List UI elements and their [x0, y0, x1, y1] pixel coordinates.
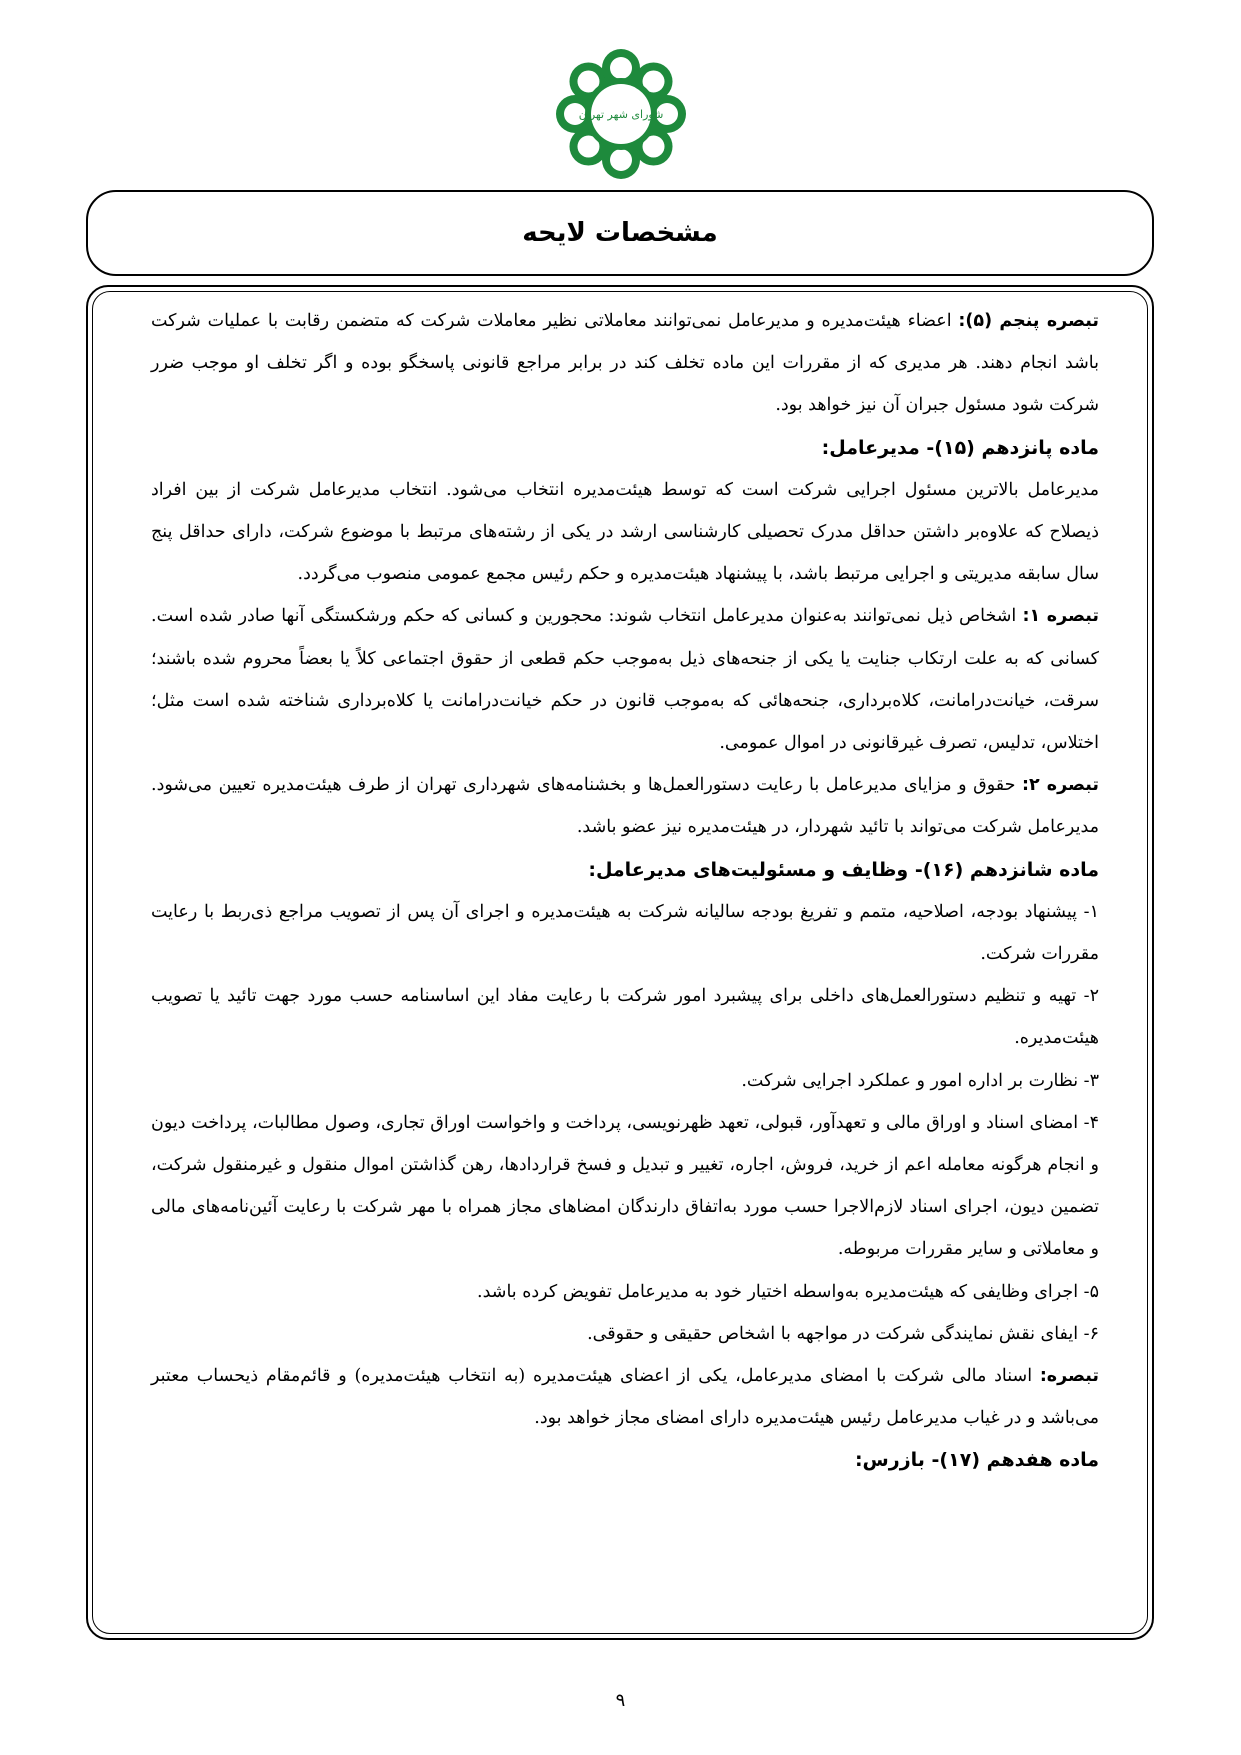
title-box: [86, 190, 1154, 276]
logo-lobe-inner: [610, 149, 632, 171]
note-paragraph: [151, 300, 1099, 427]
paragraph-text: ۱- پیشنهاد بودجه، اصلاحیه، متمم و تفریغ بودجه سالیانه شرکت به هیئت‌مدیره و اجرای آن پس از تصویب مراجع ذی‌ربط با رعایت مقررات شرکت.: [151, 901, 1099, 965]
content-frame: [86, 285, 1154, 1640]
paragraph-text: ۳- نظارت بر اداره امور و عملکرد اجرایی شرکت.: [741, 1070, 1099, 1091]
document-title: مشخصات لایحه: [522, 218, 718, 248]
note-paragraph: [151, 595, 1099, 764]
body-paragraph: [151, 1313, 1099, 1355]
paragraph-text: ۴- امضای اسناد و اوراق مالی و تعهدآور، قبولی، تعهد ظهرنویسی، پرداخت و واخواست اوراق تجاری، وصول مطالبات، پرداخت دیون و انجام هرگونه معامله اعم از خرید، فروش، اجاره، تغییر و تبدیل و فسخ قراردادها، رهن گذاشتن اموال منقول و غیرمنقول شرکت، تضمین دیون، اجرای اسناد لازم‌الاجرا حسب مورد به‌اتفاق دارندگان امضاهای مجاز همراه با مهر شرکت با رعایت آئین‌نامه‌های مالی و معاملاتی و سایر مقررات مربوطه.: [151, 1112, 1099, 1260]
page-number: ۹: [615, 1690, 626, 1711]
note-label: تبصره ۱:: [1022, 606, 1099, 627]
article-heading: ماده پانزدهم (۱۵)- مدیرعامل:: [821, 436, 1099, 459]
paragraph-text: ۲- تهیه و تنظیم دستورالعمل‌های داخلی برای پیشبرد امور شرکت با رعایت مفاد این اساسنامه حسب مورد جهت تائید یا تصویب هیئت‌مدیره.: [151, 986, 1099, 1049]
note-label: تبصره ۲:: [1022, 775, 1099, 796]
paragraph-text: مدیرعامل بالاترین مسئول اجرایی شرکت است که توسط هیئت‌مدیره انتخاب می‌شود. انتخاب مدیرعامل شرکت از بین افراد ذیصلاح که علاوه‌بر داشتن حداقل مدرک تحصیلی کارشناسی ارشد در یکی از رشته‌های مرتبط با موضوع شرکت، دارای حداقل پنج سال سابقه مدیریتی و اجرایی مرتبط باشد، با پیشنهاد هیئت‌مدیره و حکم رئیس مجمع عمومی منصوب می‌گردد.: [151, 479, 1099, 585]
article-heading: ماده هفدهم (۱۷)- بازرس:: [854, 1449, 1099, 1472]
logo-text: شورای شهر تهران: [578, 108, 664, 121]
paragraph-text: اسناد مالی شرکت با امضای مدیرعامل، یکی از اعضای هیئت‌مدیره (به انتخاب هیئت‌مدیره) و قائم‌مقام ذیحساب معتبر می‌باشد و در غیاب مدیرعامل رئیس هیئت‌مدیره دارای امضای مجاز خواهد بود.: [151, 1366, 1099, 1429]
content-inner-border: [92, 291, 1148, 1634]
paragraph-text: ۵- اجرای وظایفی که هیئت‌مدیره به‌واسطه اختیار خود به مدیرعامل تفویض کرده باشد.: [477, 1281, 1099, 1302]
logo-lobe-inner: [610, 57, 632, 79]
body-paragraph: [151, 1271, 1099, 1313]
paragraph-text: ۶- ایفای نقش نمایندگی شرکت در مواجهه با اشخاص حقیقی و حقوقی.: [587, 1323, 1099, 1344]
tehran-city-council-logo: [555, 48, 687, 180]
note-paragraph: [151, 764, 1099, 848]
article-heading: ماده شانزدهم (۱۶)- وظایف و مسئولیت‌های مدیرعامل:: [588, 858, 1099, 881]
body-paragraph: [151, 1102, 1099, 1271]
paragraph-text: اشخاص ذیل نمی‌توانند به‌عنوان مدیرعامل انتخاب شوند: محجورین و کسانی که حکم ورشکستگی آنها صادر شده است. کسانی که به علت ارتکاب جنایت یا یکی از جنحه‌های ذیل به‌موجب حکم قطعی از حقوق اجتماعی کلاً یا بعضاً محروم شده باشند؛ سرقت، خیانت‌درامانت، کلاه‌برداری، جنحه‌هائی که به‌موجب قانون در حکم خیانت‌درامانت یا کلاه‌برداری شناخته شده است مثل؛ اختلاس، تدلیس، تصرف غیرقانونی در اموال عمومی.: [151, 606, 1099, 754]
document-body: [151, 300, 1099, 1482]
note-paragraph: [151, 1355, 1099, 1439]
paragraph-text: حقوق و مزایای مدیرعامل با رعایت دستورالعمل‌ها و بخشنامه‌های شهرداری تهران از طرف هیئت‌مدیره تعیین می‌شود. مدیرعامل شرکت می‌تواند با تائید شهردار، در هیئت‌مدیره نیز عضو باشد.: [151, 775, 1099, 838]
logo-emblem-icon: [555, 48, 687, 180]
note-label: تبصره:: [1039, 1366, 1099, 1387]
paragraph-text: اعضاء هیئت‌مدیره و مدیرعامل نمی‌توانند معاملاتی نظیر معاملات شرکت که متضمن رقابت با عملیات شرکت باشد انجام دهند. هر مدیری که از مقررات این ماده تخلف کند در برابر مراجع قانونی پاسخگو بوده و اگر تخلف او موجب ضرر شرکت شود مسئول جبران آن نیز خواهد بود.: [151, 311, 1099, 416]
body-paragraph: [151, 891, 1099, 975]
body-paragraph: [151, 975, 1099, 1059]
body-paragraph: [151, 1060, 1099, 1102]
note-label: تبصره پنجم (۵):: [958, 311, 1099, 331]
body-paragraph: [151, 469, 1099, 596]
